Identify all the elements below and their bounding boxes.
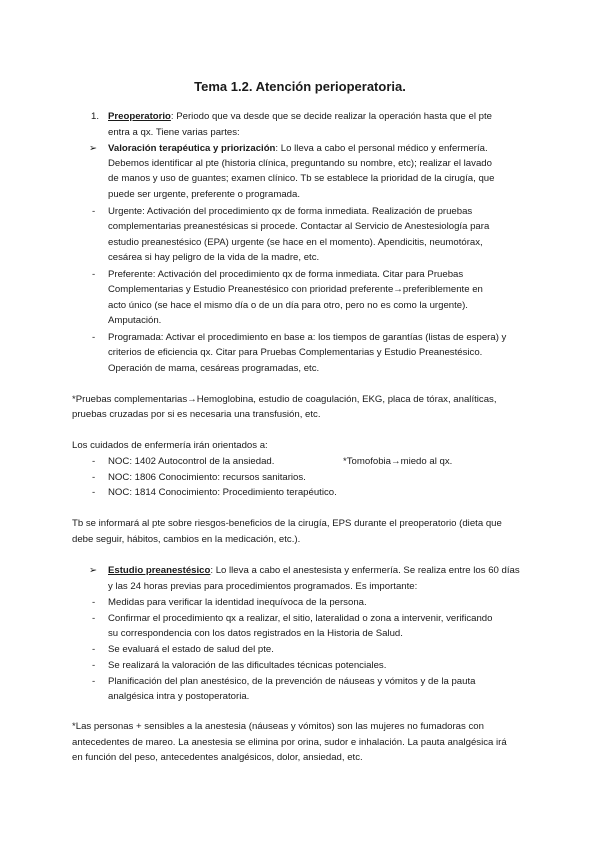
note-pruebas-line-2: pruebas cruzadas por si es necesaria una transfusión, etc. [72, 409, 321, 420]
valoracion-line-4: puede ser urgente, preferente o programada. [108, 189, 301, 200]
riesgos-line-2: debe seguir, hábitos, cambios en la medicación, etc.). [72, 534, 301, 545]
section1-heading: Preoperatorio [108, 111, 171, 122]
dash-bullet: - [92, 660, 96, 671]
dash-bullet: - [92, 269, 96, 280]
arrow-bullet-icon: ➢ [89, 143, 98, 154]
dash-bullet: - [92, 456, 96, 467]
valoracion-text: : Lo lleva a cabo el personal médico y enfermería. [275, 143, 488, 154]
page-title: Tema 1.2. Atención perioperatoria. [194, 79, 406, 94]
programada-line-3: Operación de mama, cesáreas programadas, etc. [108, 363, 320, 374]
section1-intro-line-2: entra a qx. Tiene varias partes: [108, 127, 240, 138]
estudio-item: Se evaluará el estado de salud del pte. [108, 644, 274, 655]
riesgos-line-1: Tb se informará al pte sobre riesgos-beneficios de la cirugía, EPS durante el preoperatorio (dieta que [72, 518, 502, 529]
valoracion-heading: Valoración terapéutica y priorización [108, 143, 276, 154]
dash-bullet: - [92, 613, 96, 624]
estudio-item: Medidas para verificar la identidad inequívoca de la persona. [108, 597, 367, 608]
dash-bullet: - [92, 644, 96, 655]
note-anestesia-line-1: *Las personas + sensibles a la anestesia (náuseas y vómitos) son las mujeres no fumadoras con [72, 721, 484, 732]
preferente-line-2: Complementarias y Estudio Preanestésico con prioridad preferente→preferiblemente en [108, 284, 483, 295]
estudio-line-1 [108, 564, 520, 577]
arrow-bullet-icon: ➢ [89, 565, 98, 576]
dash-bullet: - [92, 206, 96, 217]
dash-bullet: - [92, 332, 96, 343]
estudio-item: Se realizará la valoración de las dificultades técnicas potenciales. [108, 660, 387, 671]
section1-intro-text: : Periodo que va desde que se decide realizar la operación hasta que el pte [170, 111, 492, 122]
note-anestesia-line-2: antecedentes de mareo. La anestesia se elimina por orina, sudor e inhalación. La pauta analgésica irá [72, 737, 507, 748]
estudio-line-2: y las 24 horas previas para procedimientos programados. Es importante: [108, 581, 418, 592]
valoracion-line-2: Debemos identificar al pte (historia clínica, preguntando su nombre, etc); realizar el lavado [108, 158, 492, 169]
estudio-item-continued: analgésica intra y postoperatoria. [108, 691, 250, 702]
tomofobia-note: *Tomofobia→miedo al qx. [343, 456, 453, 467]
urgente-line-2: complementarias preanestésicas si procede. Contactar al Servicio de Anestesiología para [108, 221, 490, 232]
preferente-line-3: acto único (se hace el mismo día o de un día para otro, pero no es como la urgente). [108, 300, 468, 311]
section1-intro-line-1 [108, 110, 492, 123]
preferente-line-1: Preferente: Activación del procedimiento qx de forma inmediata. Citar para Pruebas [108, 269, 464, 280]
dash-bullet: - [92, 487, 96, 498]
cuidados-item: NOC: 1814 Conocimiento: Procedimiento terapéutico. [108, 487, 337, 498]
dash-bullet: - [92, 472, 96, 483]
urgente-line-1: Urgente: Activación del procedimiento qx de forma inmediata. Realización de pruebas [108, 206, 473, 217]
note-pruebas-line-1: *Pruebas complementarias→Hemoglobina, estudio de coagulación, EKG, placa de tórax, analíticas, [72, 394, 497, 405]
valoracion-line-3: de manos y uso de guantes; examen clínico. Tb se establece la prioridad de la cirugía, que [108, 173, 495, 184]
dash-bullet: - [92, 676, 96, 687]
cuidados-intro: Los cuidados de enfermería irán orientados a: [72, 440, 268, 451]
estudio-item: Planificación del plan anestésico, de la prevención de náuseas y vómitos y de la pauta [108, 676, 476, 687]
estudio-item-continued: su correspondencia con los datos registrados en la Historia de Salud. [108, 628, 403, 639]
urgente-line-3: estudio preanestésico (EPA) urgente (se hace en el momento). Apendicitis, neumotórax, [108, 237, 483, 248]
urgente-line-4: cesárea si hay peligro de la vida de la madre, etc. [108, 252, 320, 263]
valoracion-line-1 [108, 142, 488, 155]
section-number: 1. [91, 111, 100, 122]
estudio-text: : Lo lleva a cabo el anestesista y enfermería. Se realiza entre los 60 días [210, 565, 520, 576]
cuidados-item: NOC: 1402 Autocontrol de la ansiedad. [108, 456, 275, 467]
programada-line-1: Programada: Activar el procedimiento en base a: los tiempos de garantías (listas de espera) y [108, 332, 507, 343]
note-anestesia-line-3: en función del peso, antecedentes analgésicos, dolor, ansiedad, etc. [72, 752, 363, 763]
programada-line-2: criterios de eficiencia qx. Citar para Pruebas Complementarias y Estudio Preanestésico. [108, 347, 483, 358]
estudio-item: Confirmar el procedimiento qx a realizar, el sitio, lateralidad o zona a intervenir, verificando [108, 613, 493, 624]
estudio-heading: Estudio preanestésico [108, 565, 211, 576]
preferente-line-4: Amputación. [108, 315, 162, 326]
cuidados-item: NOC: 1806 Conocimiento: recursos sanitarios. [108, 472, 306, 483]
dash-bullet: - [92, 597, 96, 608]
